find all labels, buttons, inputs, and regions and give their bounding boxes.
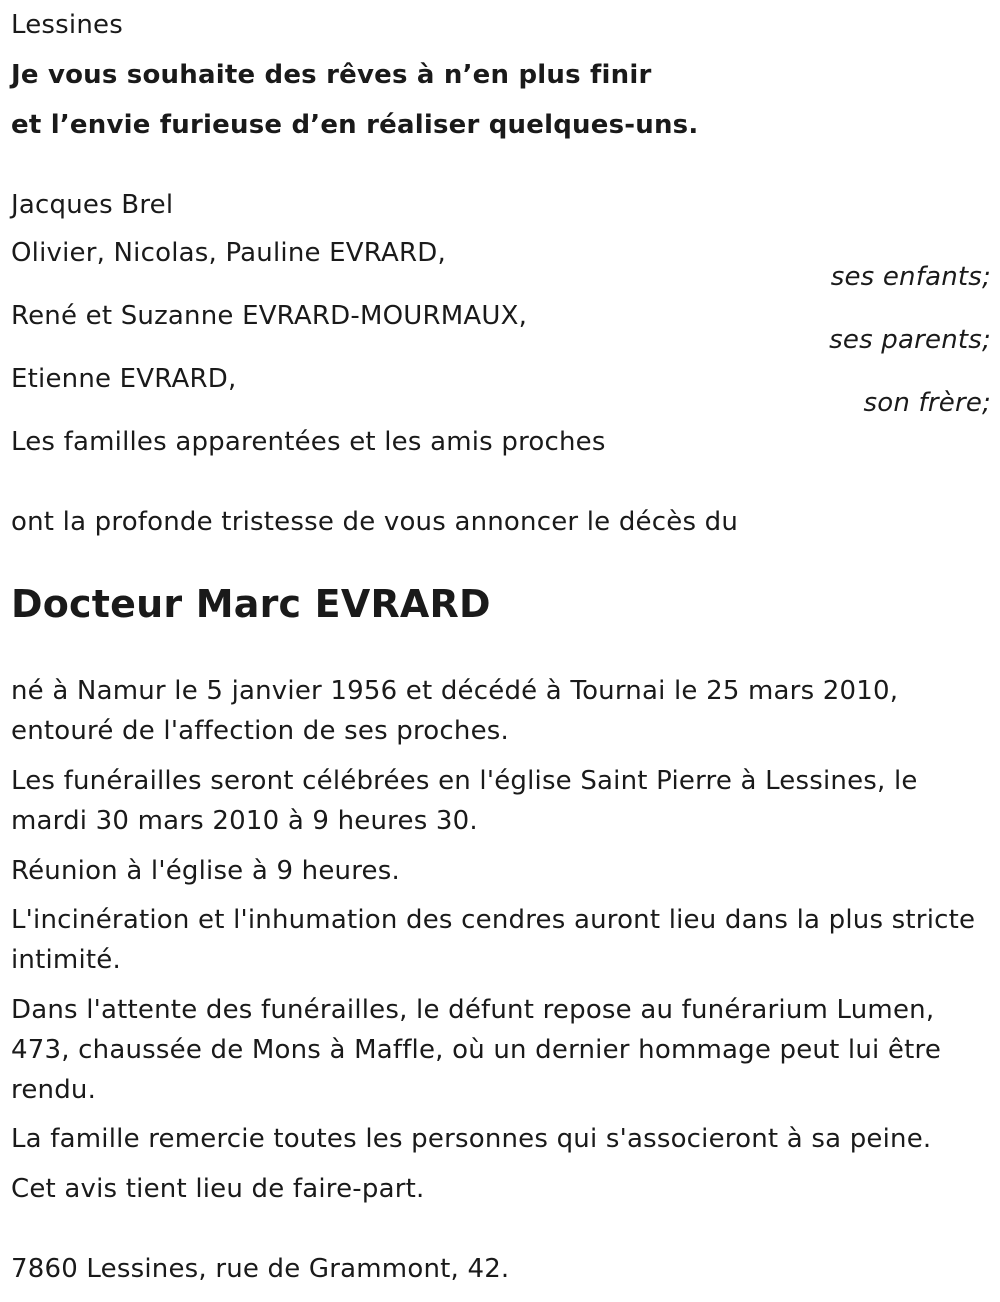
quote-author: Jacques Brel xyxy=(11,190,174,220)
family-parents-names: René et Suzanne EVRARD-MOURMAUX, xyxy=(11,301,528,331)
quote-line-1: Je vous souhaite des rêves à n’en plus finir xyxy=(11,60,652,90)
paragraph-birth-death: né à Namur le 5 janvier 1956 et décédé à Tournai le 25 mars 2010, entouré de l'affection de ses proches. xyxy=(11,676,899,746)
family-others: Les familles apparentées et les amis proches xyxy=(11,427,606,457)
announcement-text: ont la profonde tristesse de vous annoncer le décès du xyxy=(11,507,739,537)
quote-line-2: et l’envie furieuse d’en réaliser quelques-uns. xyxy=(11,110,699,140)
family-brother-relation: son frère; xyxy=(863,388,991,418)
deceased-name: Docteur Marc EVRARD xyxy=(11,582,491,626)
paragraph-thanks: La famille remercie toutes les personnes qui s'associeront à sa peine. xyxy=(11,1124,932,1154)
family-children-names: Olivier, Nicolas, Pauline EVRARD, xyxy=(11,238,446,268)
paragraph-funerarium: Dans l'attente des funérailles, le défunt repose au funérarium Lumen, 473, chaussée de Mons à Maffle, où un dernier hommage peut lui être rendu. xyxy=(11,995,942,1105)
paragraph-funeral: Les funérailles seront célébrées en l'église Saint Pierre à Lessines, le mardi 30 mars 2010 à 9 heures 30. xyxy=(11,766,918,836)
family-children-relation: ses enfants; xyxy=(830,262,991,292)
address-text: 7860 Lessines, rue de Grammont, 42. xyxy=(11,1254,510,1284)
paragraph-meeting: Réunion à l'église à 9 heures. xyxy=(11,856,400,886)
family-brother-names: Etienne EVRARD, xyxy=(11,364,237,394)
paragraph-notice: Cet avis tient lieu de faire-part. xyxy=(11,1174,425,1204)
location-heading: Lessines xyxy=(11,10,123,40)
family-parents-relation: ses parents; xyxy=(829,325,991,355)
paragraph-cremation: L'incinération et l'inhumation des cendres auront lieu dans la plus stricte intimité. xyxy=(11,905,976,975)
